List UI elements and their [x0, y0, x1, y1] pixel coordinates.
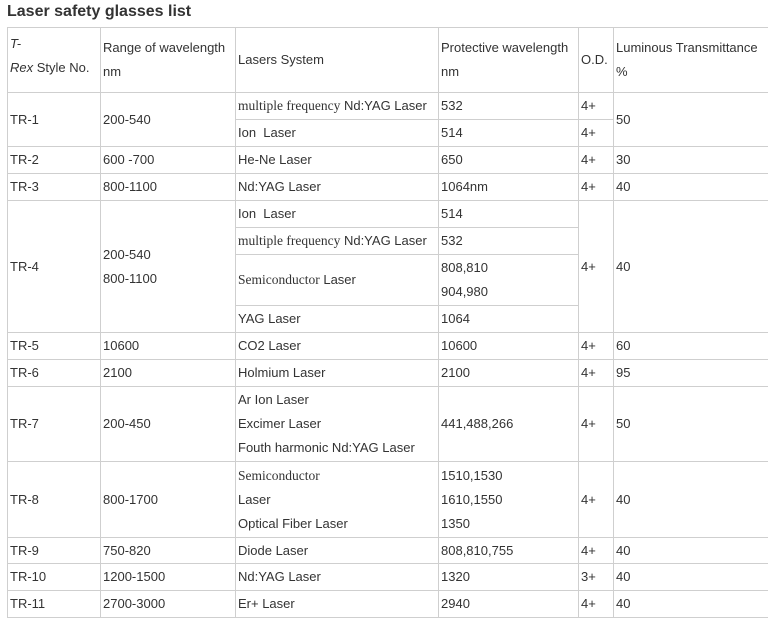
table-row: [8, 147, 768, 174]
transmittance: 30: [614, 147, 768, 174]
laser-system: Ar Ion Laser Excimer Laser Fouth harmonic Nd:YAG Laser: [236, 387, 439, 462]
range: 2100: [101, 360, 236, 387]
page-title: Laser safety glasses list: [7, 3, 191, 21]
style-no: TR-10: [8, 564, 101, 591]
transmittance: 50: [614, 93, 768, 147]
table-row: [8, 360, 768, 387]
laser-system: Diode Laser: [236, 538, 439, 564]
header-protective: Protective wavelength nm: [439, 28, 579, 93]
laser-system: Er+ Laser: [236, 591, 439, 618]
range: 200-450: [101, 387, 236, 462]
protective-wavelength: 1064nm: [439, 174, 579, 201]
style-no: TR-1: [8, 93, 101, 147]
od: 4+: [579, 387, 614, 462]
table-row: [8, 591, 768, 618]
protective-wavelength: 808,810,755: [439, 538, 579, 564]
od: 4+: [579, 147, 614, 174]
od: 4+: [579, 591, 614, 618]
transmittance: 40: [614, 564, 768, 591]
style-no: TR-2: [8, 147, 101, 174]
range: 200-540: [101, 93, 236, 147]
transmittance: 95: [614, 360, 768, 387]
protective-wavelength: 1320: [439, 564, 579, 591]
style-no: TR-7: [8, 387, 101, 462]
protective-wavelength: 514: [439, 201, 579, 228]
style-no: TR-11: [8, 591, 101, 618]
range: 750-820: [101, 538, 236, 564]
laser-system: Nd:YAG Laser: [236, 564, 439, 591]
header-luminous: Luminous Transmittance %: [614, 28, 768, 93]
protective-wavelength: 1510,1530 1610,1550 1350: [439, 462, 579, 538]
laser-system: Holmium Laser: [236, 360, 439, 387]
range: 800-1100: [101, 174, 236, 201]
laser-safety-glasses-table: [7, 27, 768, 618]
transmittance: 60: [614, 333, 768, 360]
laser-system: CO2 Laser: [236, 333, 439, 360]
transmittance: 40: [614, 538, 768, 564]
transmittance: 50: [614, 387, 768, 462]
style-no: TR-4: [8, 201, 101, 333]
range: 1200-1500: [101, 564, 236, 591]
style-no: TR-9: [8, 538, 101, 564]
transmittance: 40: [614, 462, 768, 538]
od: 4+: [579, 120, 614, 147]
range: 10600: [101, 333, 236, 360]
transmittance: 40: [614, 591, 768, 618]
table-header-row: [8, 28, 768, 93]
protective-wavelength: 2940: [439, 591, 579, 618]
protective-wavelength: 808,810 904,980: [439, 255, 579, 306]
laser-system: Ion Laser: [236, 201, 439, 228]
protective-wavelength: 532: [439, 228, 579, 255]
table-row: [8, 333, 768, 360]
laser-system: Semiconductor Laser Optical Fiber Laser: [236, 462, 439, 538]
range: 800-1700: [101, 462, 236, 538]
od: 4+: [579, 93, 614, 120]
laser-system: Nd:YAG Laser: [236, 174, 439, 201]
laser-system: multiple frequency Nd:YAG Laser: [236, 93, 439, 120]
od: 4+: [579, 462, 614, 538]
protective-wavelength: 1064: [439, 306, 579, 333]
od: 4+: [579, 360, 614, 387]
protective-wavelength: 10600: [439, 333, 579, 360]
protective-wavelength: 2100: [439, 360, 579, 387]
od: 4+: [579, 174, 614, 201]
protective-wavelength: 514: [439, 120, 579, 147]
table-row: [8, 538, 768, 564]
table-row: [8, 564, 768, 591]
protective-wavelength: 441,488,266: [439, 387, 579, 462]
laser-system: multiple frequency Nd:YAG Laser: [236, 228, 439, 255]
table-row: [8, 93, 768, 120]
table-row: [8, 174, 768, 201]
style-no: TR-3: [8, 174, 101, 201]
od: 3+: [579, 564, 614, 591]
style-no: TR-8: [8, 462, 101, 538]
header-lasers-system: Lasers System: [236, 28, 439, 93]
laser-system: He-Ne Laser: [236, 147, 439, 174]
transmittance: 40: [614, 201, 768, 333]
range: 600 -700: [101, 147, 236, 174]
od: 4+: [579, 333, 614, 360]
header-od: O.D.: [579, 28, 614, 93]
table-row: [8, 462, 768, 538]
range: 2700-3000: [101, 591, 236, 618]
style-no: TR-5: [8, 333, 101, 360]
laser-system: Semiconductor Laser: [236, 255, 439, 306]
protective-wavelength: 650: [439, 147, 579, 174]
laser-system: YAG Laser: [236, 306, 439, 333]
od: 4+: [579, 538, 614, 564]
range: 200-540 800-1100: [101, 201, 236, 333]
style-no: TR-6: [8, 360, 101, 387]
laser-system: Ion Laser: [236, 120, 439, 147]
transmittance: 40: [614, 174, 768, 201]
protective-wavelength: 532: [439, 93, 579, 120]
header-style-no: T- Rex Style No.: [8, 28, 101, 93]
od: 4+: [579, 201, 614, 333]
header-range: Range of wavelength nm: [101, 28, 236, 93]
table-row: [8, 201, 768, 228]
table-row: [8, 387, 768, 462]
